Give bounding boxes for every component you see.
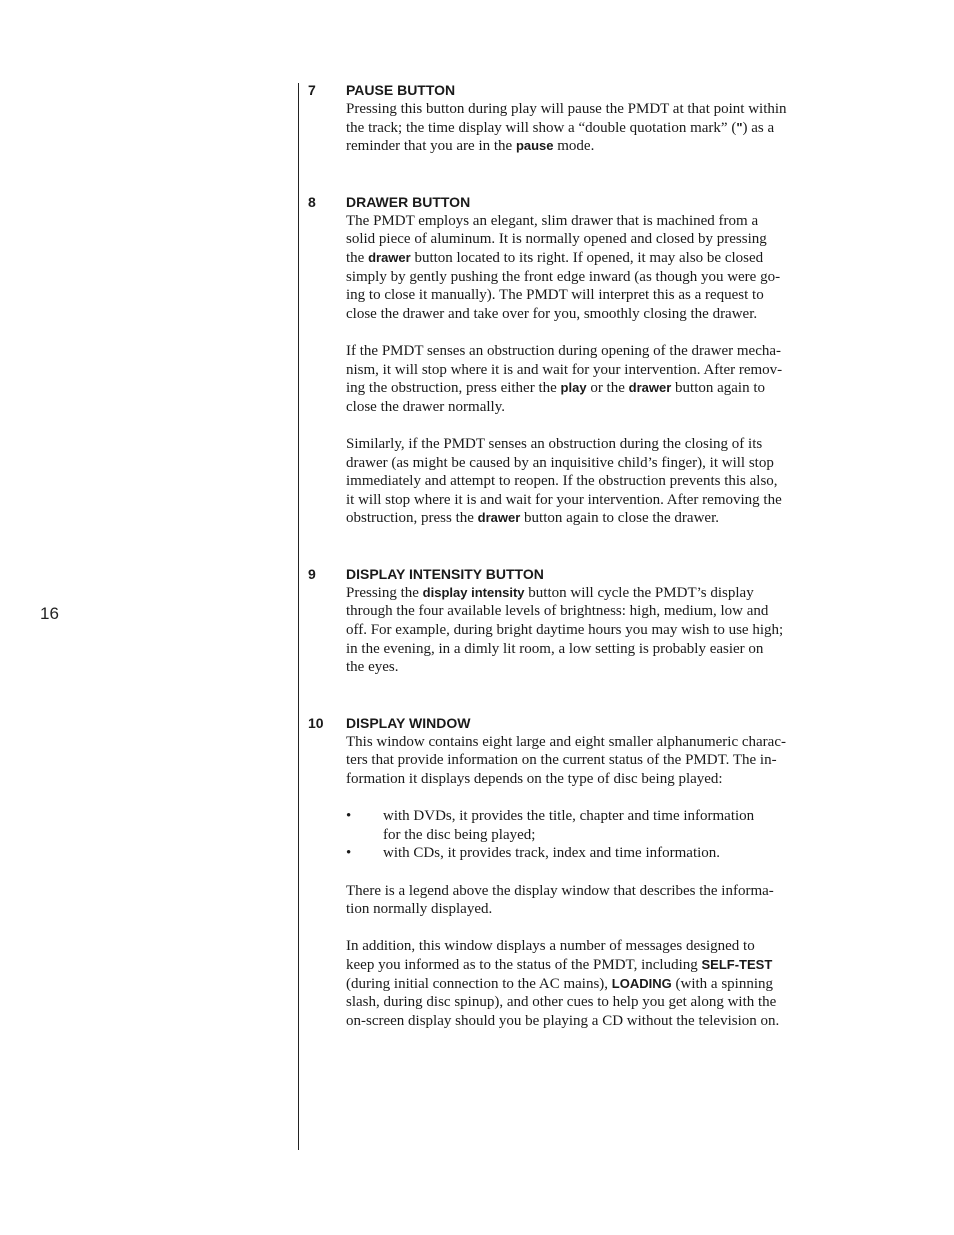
text-run: button located to its right. If opened, it may also be closed [410, 249, 764, 266]
text-line [346, 976, 773, 992]
text-run: slash, during disc spinup), and other cues to help you get along with the [346, 994, 777, 1011]
body-paragraph [346, 100, 842, 156]
text-line [346, 138, 594, 154]
text-line [346, 269, 780, 285]
body-paragraph [346, 212, 842, 324]
text-line [346, 622, 783, 638]
section-number: 7 [308, 82, 316, 98]
text-line [346, 994, 776, 1010]
section-8 [308, 192, 848, 528]
body-paragraph [346, 937, 842, 1030]
text-run: reminder that you are in the [346, 138, 516, 155]
text-line [383, 808, 754, 824]
text-run: solid piece of aluminum. It is normally opened and closed by pressing [346, 231, 767, 248]
text-run: off. For example, during bright daytime hours you may wish to use high; [346, 622, 784, 639]
button-name-keyword: SELF-TEST [701, 956, 773, 972]
text-line [383, 827, 535, 843]
button-name-keyword: drawer [477, 510, 521, 526]
text-run: Pressing this button during play will pause the PMDT at that point within [346, 101, 787, 117]
body-paragraph [346, 733, 842, 789]
section-title: DRAWER BUTTON [346, 193, 471, 210]
text-run: the [346, 249, 369, 266]
text-line [346, 1013, 779, 1029]
button-name-keyword: drawer [628, 380, 672, 396]
text-run: formation it displays depends on the type of disc being played: [346, 771, 723, 788]
text-run: with CDs, it provides track, index and time information. [383, 845, 721, 862]
text-run: tion normally displayed. [346, 901, 493, 918]
text-run: (during initial connection to the AC mains), [346, 975, 612, 992]
text-run: for the disc being played; [383, 826, 536, 843]
button-name-keyword: " [736, 119, 743, 135]
text-line [346, 343, 781, 359]
text-line [346, 641, 763, 657]
text-run: ing the obstruction, press either the [346, 380, 561, 397]
text-line [346, 120, 774, 136]
text-run: in the evening, in a dimly lit room, a low setting is probably easier on [346, 640, 764, 657]
text-run: This window contains eight large and eight smaller alphanumeric charac- [346, 733, 786, 750]
button-name-keyword: display intensity [422, 584, 525, 600]
text-run: obstruction, press the [346, 510, 478, 527]
text-line [346, 455, 774, 471]
text-line [346, 585, 754, 601]
text-run: or the [586, 380, 629, 397]
text-line [346, 510, 719, 526]
text-line [346, 883, 774, 899]
text-run: close the drawer and take over for you, smoothly closing the drawer. [346, 305, 758, 322]
button-name-keyword: drawer [368, 249, 411, 265]
text-run: ters that provide information on the current status of the PMDT. The in- [346, 752, 777, 769]
text-line [346, 380, 765, 396]
page-number: 16 [40, 604, 59, 623]
text-run: close the drawer normally. [346, 398, 505, 415]
text-line [346, 362, 782, 378]
section-7 [308, 80, 848, 156]
text-line [346, 734, 786, 750]
text-line [346, 957, 772, 973]
text-run: simply by gently pushing the front edge inward (as though you were go- [346, 268, 781, 285]
section-10 [308, 713, 848, 1031]
text-run: The PMDT employs an elegant, slim drawer that is machined from a [346, 212, 759, 229]
text-run: the eyes. [346, 659, 399, 676]
button-name-keyword: LOADING [611, 975, 672, 991]
text-line [346, 101, 787, 117]
text-run: drawer (as might be caused by an inquisitive child’s finger), it will stop [346, 454, 774, 471]
text-line [346, 492, 782, 508]
text-run: button again to [671, 380, 766, 397]
text-run: ing to close it manually). The PMDT will interpret this as a request to [346, 287, 764, 304]
text-run: the track; the time display will show a “double quotation mark” ( [346, 119, 737, 136]
text-run: immediately and attempt to reopen. If the obstruction prevents this also, [346, 473, 778, 490]
text-line [346, 306, 757, 322]
bullet-icon: • [346, 808, 352, 825]
text-run: button will cycle the PMDT’s display [524, 584, 754, 601]
text-run: There is a legend above the display window that describes the informa- [346, 882, 774, 899]
body-paragraph [346, 882, 842, 919]
text-line [346, 250, 763, 266]
list-item [346, 844, 803, 863]
list-item [346, 807, 803, 844]
text-run: Similarly, if the PMDT senses an obstruction during the closing of its [346, 435, 763, 452]
text-line [346, 938, 755, 954]
bullet-icon: • [346, 845, 352, 862]
section-number: 10 [308, 714, 324, 731]
text-line [346, 287, 764, 303]
body-paragraph [346, 584, 842, 677]
text-run: it will stop where it is and wait for your intervention. After removing the [346, 491, 782, 508]
text-run: ) as a [742, 119, 775, 136]
text-run: button again to close the drawer. [520, 510, 719, 527]
margin-rule [298, 83, 299, 1150]
text-line [346, 473, 778, 489]
section-number: 9 [308, 565, 316, 582]
text-run: Pressing the [346, 584, 423, 601]
text-run: In addition, this window displays a number of messages designed to [346, 938, 755, 955]
text-run: If the PMDT senses an obstruction during opening of the drawer mecha- [346, 342, 782, 359]
text-line [346, 399, 505, 415]
section-title: PAUSE BUTTON [346, 82, 456, 98]
text-line [346, 231, 767, 247]
text-run: nism, it will stop where it is and wait for your intervention. After remov- [346, 361, 783, 378]
text-run: on-screen display should you be playing a CD without the television on. [346, 1012, 780, 1029]
text-line [383, 845, 720, 861]
section-9 [308, 564, 848, 677]
section-title: DISPLAY WINDOW [346, 714, 471, 731]
button-name-keyword: pause [515, 138, 554, 154]
text-line [346, 213, 758, 229]
text-line [346, 603, 768, 619]
body-paragraph [346, 342, 842, 416]
section-number: 8 [308, 193, 316, 210]
text-line [346, 901, 492, 917]
bullet-list [346, 807, 848, 863]
body-paragraph [346, 435, 842, 528]
text-line [346, 752, 777, 768]
text-run: (with a spinning [671, 975, 773, 992]
button-name-keyword: play [560, 380, 587, 396]
text-line [346, 659, 398, 675]
text-run: keep you informed as to the status of the PMDT, including [346, 956, 702, 973]
text-line [346, 436, 762, 452]
text-line [346, 771, 723, 787]
text-run: through the four available levels of brightness: high, medium, low and [346, 603, 769, 620]
text-run: mode. [553, 138, 595, 155]
text-run: with DVDs, it provides the title, chapter and time information [383, 808, 755, 825]
page-content [308, 80, 848, 1066]
section-title: DISPLAY INTENSITY BUTTON [346, 565, 544, 582]
